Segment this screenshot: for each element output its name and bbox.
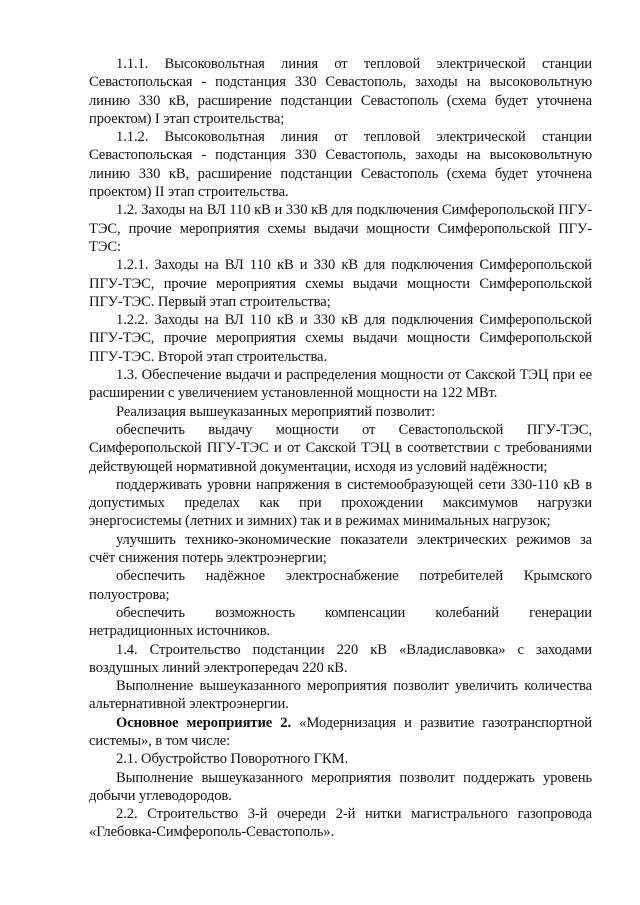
paragraph-benefit-voltage: поддерживать уровни напряжения в системообразующей сети 330-110 кВ в допустимых пределах как при прохождении максимумов нагрузки энергосистемы (летних и зимних) так и в режимах минимальных нагрузок; — [89, 476, 592, 530]
paragraph-benefit-economics: улучшить технико-экономические показатели электрических режимов за счёт снижения потерь электроэнергии; — [89, 531, 592, 567]
paragraph-benefit-compensation: обеспечить возможность компенсации колебаний генерации нетрадиционных источников. — [89, 604, 592, 640]
paragraph-1-2-1: 1.2.1. Заходы на ВЛ 110 кВ и 330 кВ для подключения Симферопольской ПГУ-ТЭС, прочие мероприятия схемы выдачи мощности Симферопольской ПГУ-ТЭС. Первый этап строительства; — [89, 257, 592, 310]
paragraph-implementation-intro: Реализация вышеуказанных мероприятий позволит: — [116, 403, 436, 420]
paragraph-2-2: 2.2. Строительство 3-й очереди 2-й нитки магистрального газопровода «Глебовка-Симферополь-Севастополь». — [89, 806, 592, 841]
paragraph-1-1-1: 1.1.1. Высоковольтная линия от тепловой электрической станции Севастопольская - подстанция 330 Севастополь, заходы на высоковольтную линию 330 кВ, расширение подстанции Севастополь (схема будет уточнена проектом) I этап строительства; — [89, 56, 592, 127]
paragraph-1-3: 1.3. Обеспечение выдачи и распределения мощности от Сакской ТЭЦ при ее расширении с увеличением установленной мощности на 122 МВт. — [89, 367, 592, 402]
paragraph-benefit-capacity: обеспечить выдачу мощности от Севастопольской ПГУ-ТЭС, Симферопольской ПГУ-ТЭС и от Сакской ТЭЦ в соответствии с требованиями действующей нормативной документации, исходя из условий надёжности; — [89, 421, 592, 475]
paragraph-1-4: 1.4. Строительство подстанции 220 кВ «Владиславовка» с заходами воздушных линий электропередач 220 кВ. — [89, 641, 592, 676]
document-body — [89, 55, 592, 842]
paragraph-benefit-supply: обеспечить надёжное электроснабжение потребителей Крымского полуострова; — [89, 568, 592, 603]
main-activity-2-heading: Основное мероприятие 2. — [116, 714, 292, 731]
paragraph-2-1: 2.1. Обустройство Поворотного ГКМ. — [116, 751, 349, 768]
main-activity-2-text: «Модернизация и развитие газотранспортной системы», в том числе: — [89, 714, 592, 749]
paragraph-1-4-result: Выполнение вышеуказанного мероприятия позволит увеличить количества альтернативной электроэнергии. — [89, 678, 592, 713]
paragraph-1-1-2: 1.1.2. Высоковольтная линия от тепловой электрической станции Севастопольская - подстанция 330 Севастополь, заходы на высоковольтную линию 330 кВ, расширение подстанции Севастополь (схема будет уточнена проектом) II этап строительства. — [89, 129, 592, 201]
paragraph-1-2-2: 1.2.2. Заходы на ВЛ 110 кВ и 330 кВ для подключения Симферопольской ПГУ-ТЭС, прочие мероприятия схемы выдачи мощности Симферопольской ПГУ-ТЭС. Второй этап строительства. — [89, 312, 592, 365]
paragraph-main-activity-2 — [89, 714, 592, 751]
paragraph-2-1-result: Выполнение вышеуказанного мероприятия позволит поддержать уровень добычи углеводородов. — [89, 769, 592, 804]
paragraph-1-2: 1.2. Заходы на ВЛ 110 кВ и 330 кВ для подключения Симферопольской ПГУ-ТЭС, прочие мероприятия схемы выдачи мощности Симферопольской ПГУ-ТЭС: — [89, 202, 592, 255]
